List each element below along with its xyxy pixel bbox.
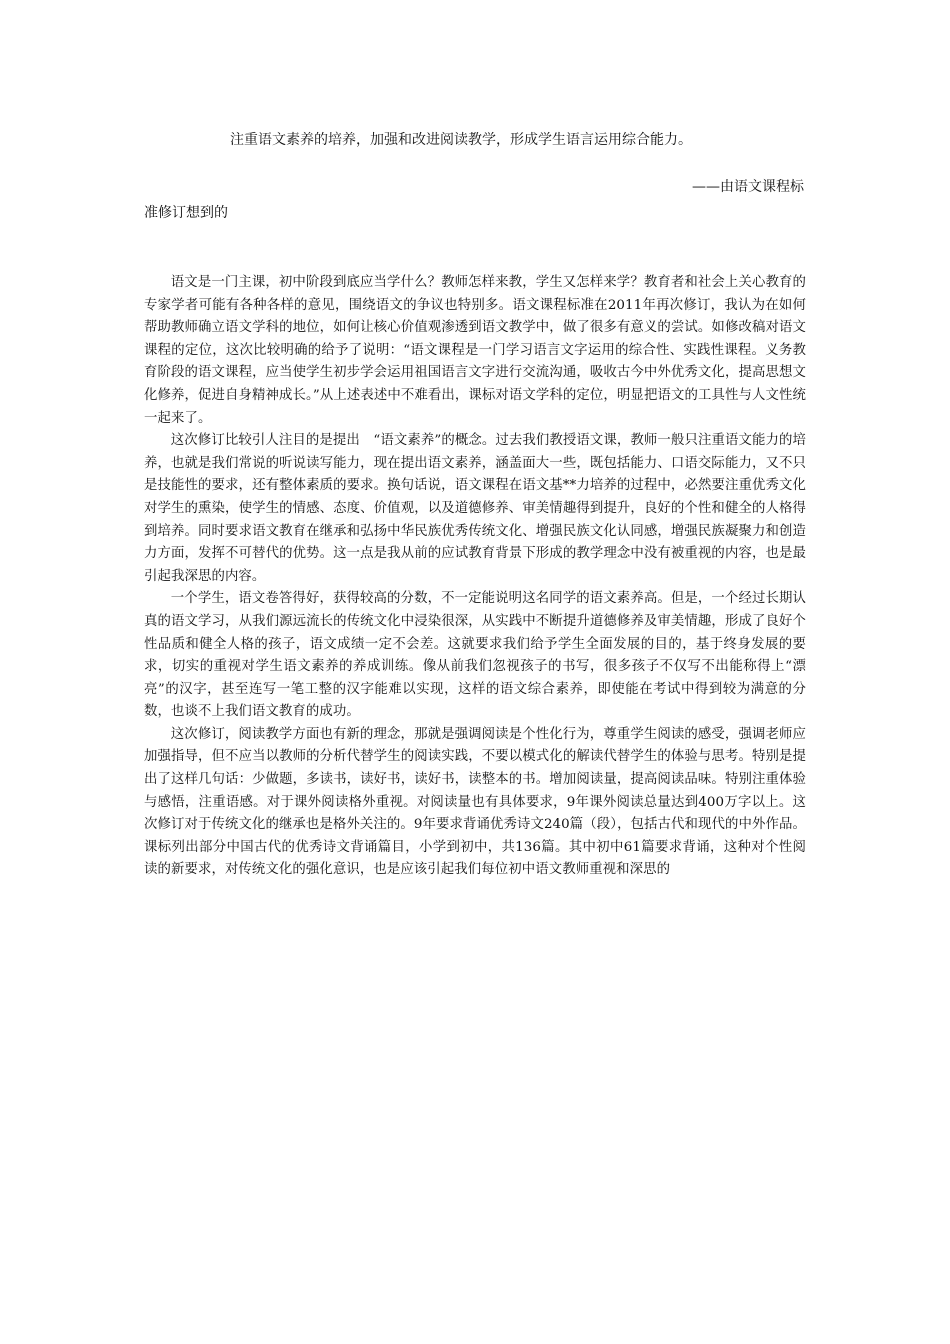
paragraph-2: 这次修订比较引人注目的是提出 “语文素养”的概念。过去我们教授语文课，教师一般只注重语文能力的培养，也就是我们常说的听说读写能力，现在提出语文素养，涵盖面大一些，既包括能力、口语交际能力，又不只是技能性的要求，还有整体素质的要求。换句话说，语文课程在语文基**力培养的过程中，必然要注重优秀文化对学生的熏染，使学生的情感、态度、价值观，以及道德修养、审美情趣得到提升，良好的个性和健全的人格得到培养。同时要求语文教育在继承和弘扬中华民族优秀传统文化、增强民族文化认同感，增强民族凝聚力和创造力方面，发挥不可替代的优势。这一点是我从前的应试教育背景下形成的教学理念中没有被重视的内容，也是最引起我深思的内容。: [144, 433, 806, 584]
document-subtitle-line-2: 准修订想到的: [144, 205, 228, 221]
document-title: 注重语文素养的培养，加强和改进阅读教学，形成学生语言运用综合能力。: [230, 132, 692, 148]
document-body: [144, 272, 806, 882]
paragraph-1: 语文是一门主课，初中阶段到底应当学什么？教师怎样来教，学生又怎样来学？教育者和社会上关心教育的专家学者可能有各种各样的意见，围绕语文的争议也特别多。语文课程标准在2011年再次修订，我认为在如何帮助教师确立语文学科的地位，如何让核心价值观渗透到语文教学中，做了很多有意义的尝试。如修改稿对语文课程的定位，这次比较明确的给予了说明：“语文课程是一门学习语言文字运用的综合性、实践性课程。义务教育阶段的语文课程，应当使学生初步学会运用祖国语言文字进行交流沟通，吸收古今中外优秀文化，提高思想文化修养，促进自身精神成长。”从上述表述中不难看出，课标对语文学科的定位，明显把语文的工具性与人文性统一起来了。: [144, 275, 806, 426]
paragraph-4: 这次修订，阅读教学方面也有新的理念，那就是强调阅读是个性化行为，尊重学生阅读的感受，强调老师应加强指导，但不应当以教师的分析代替学生的阅读实践，不要以模式化的解读代替学生的体验与思考。特别是提出了这样几句话：少做题，多读书，读好书，读好书，读整本的书。增加阅读量，提高阅读品味。特别注重体验与感悟，注重语感。对于课外阅读格外重视。对阅读量也有具体要求，9年课外阅读总量达到400万字以上。这次修订对于传统文化的继承也是格外关注的。9年要求背诵优秀诗文240篇（段），包括古代和现代的中外作品。课标列出部分中国古代的优秀诗文背诵篇目，小学到初中，共136篇。其中初中61篇要求背诵，这种对个性阅读的新要求，对传统文化的强化意识，也是应该引起我们每位初中语文教师重视和深思的: [144, 726, 806, 878]
document-subtitle-line-1: ——由语文课程标: [692, 179, 804, 195]
paragraph-3: 一个学生，语文卷答得好，获得较高的分数，不一定能说明这名同学的语文素养高。但是，一个经过长期认真的语文学习，从我们源远流长的传统文化中浸染很深，从实践中不断提升道德修养及审美情趣，形成了良好个性品质和健全人格的孩子，语文成绩一定不会差。这就要求我们给予学生全面发展的目的，基于终身发展的要求，切实的重视对学生语文素养的养成训练。像从前我们忽视孩子的书写，很多孩子不仅写不出能称得上“漂亮”的汉字，甚至连写一笔工整的汉字能难以实现，这样的语文综合素养，即使能在考试中得到较为满意的分数，也谈不上我们语文教育的成功。: [144, 591, 806, 720]
